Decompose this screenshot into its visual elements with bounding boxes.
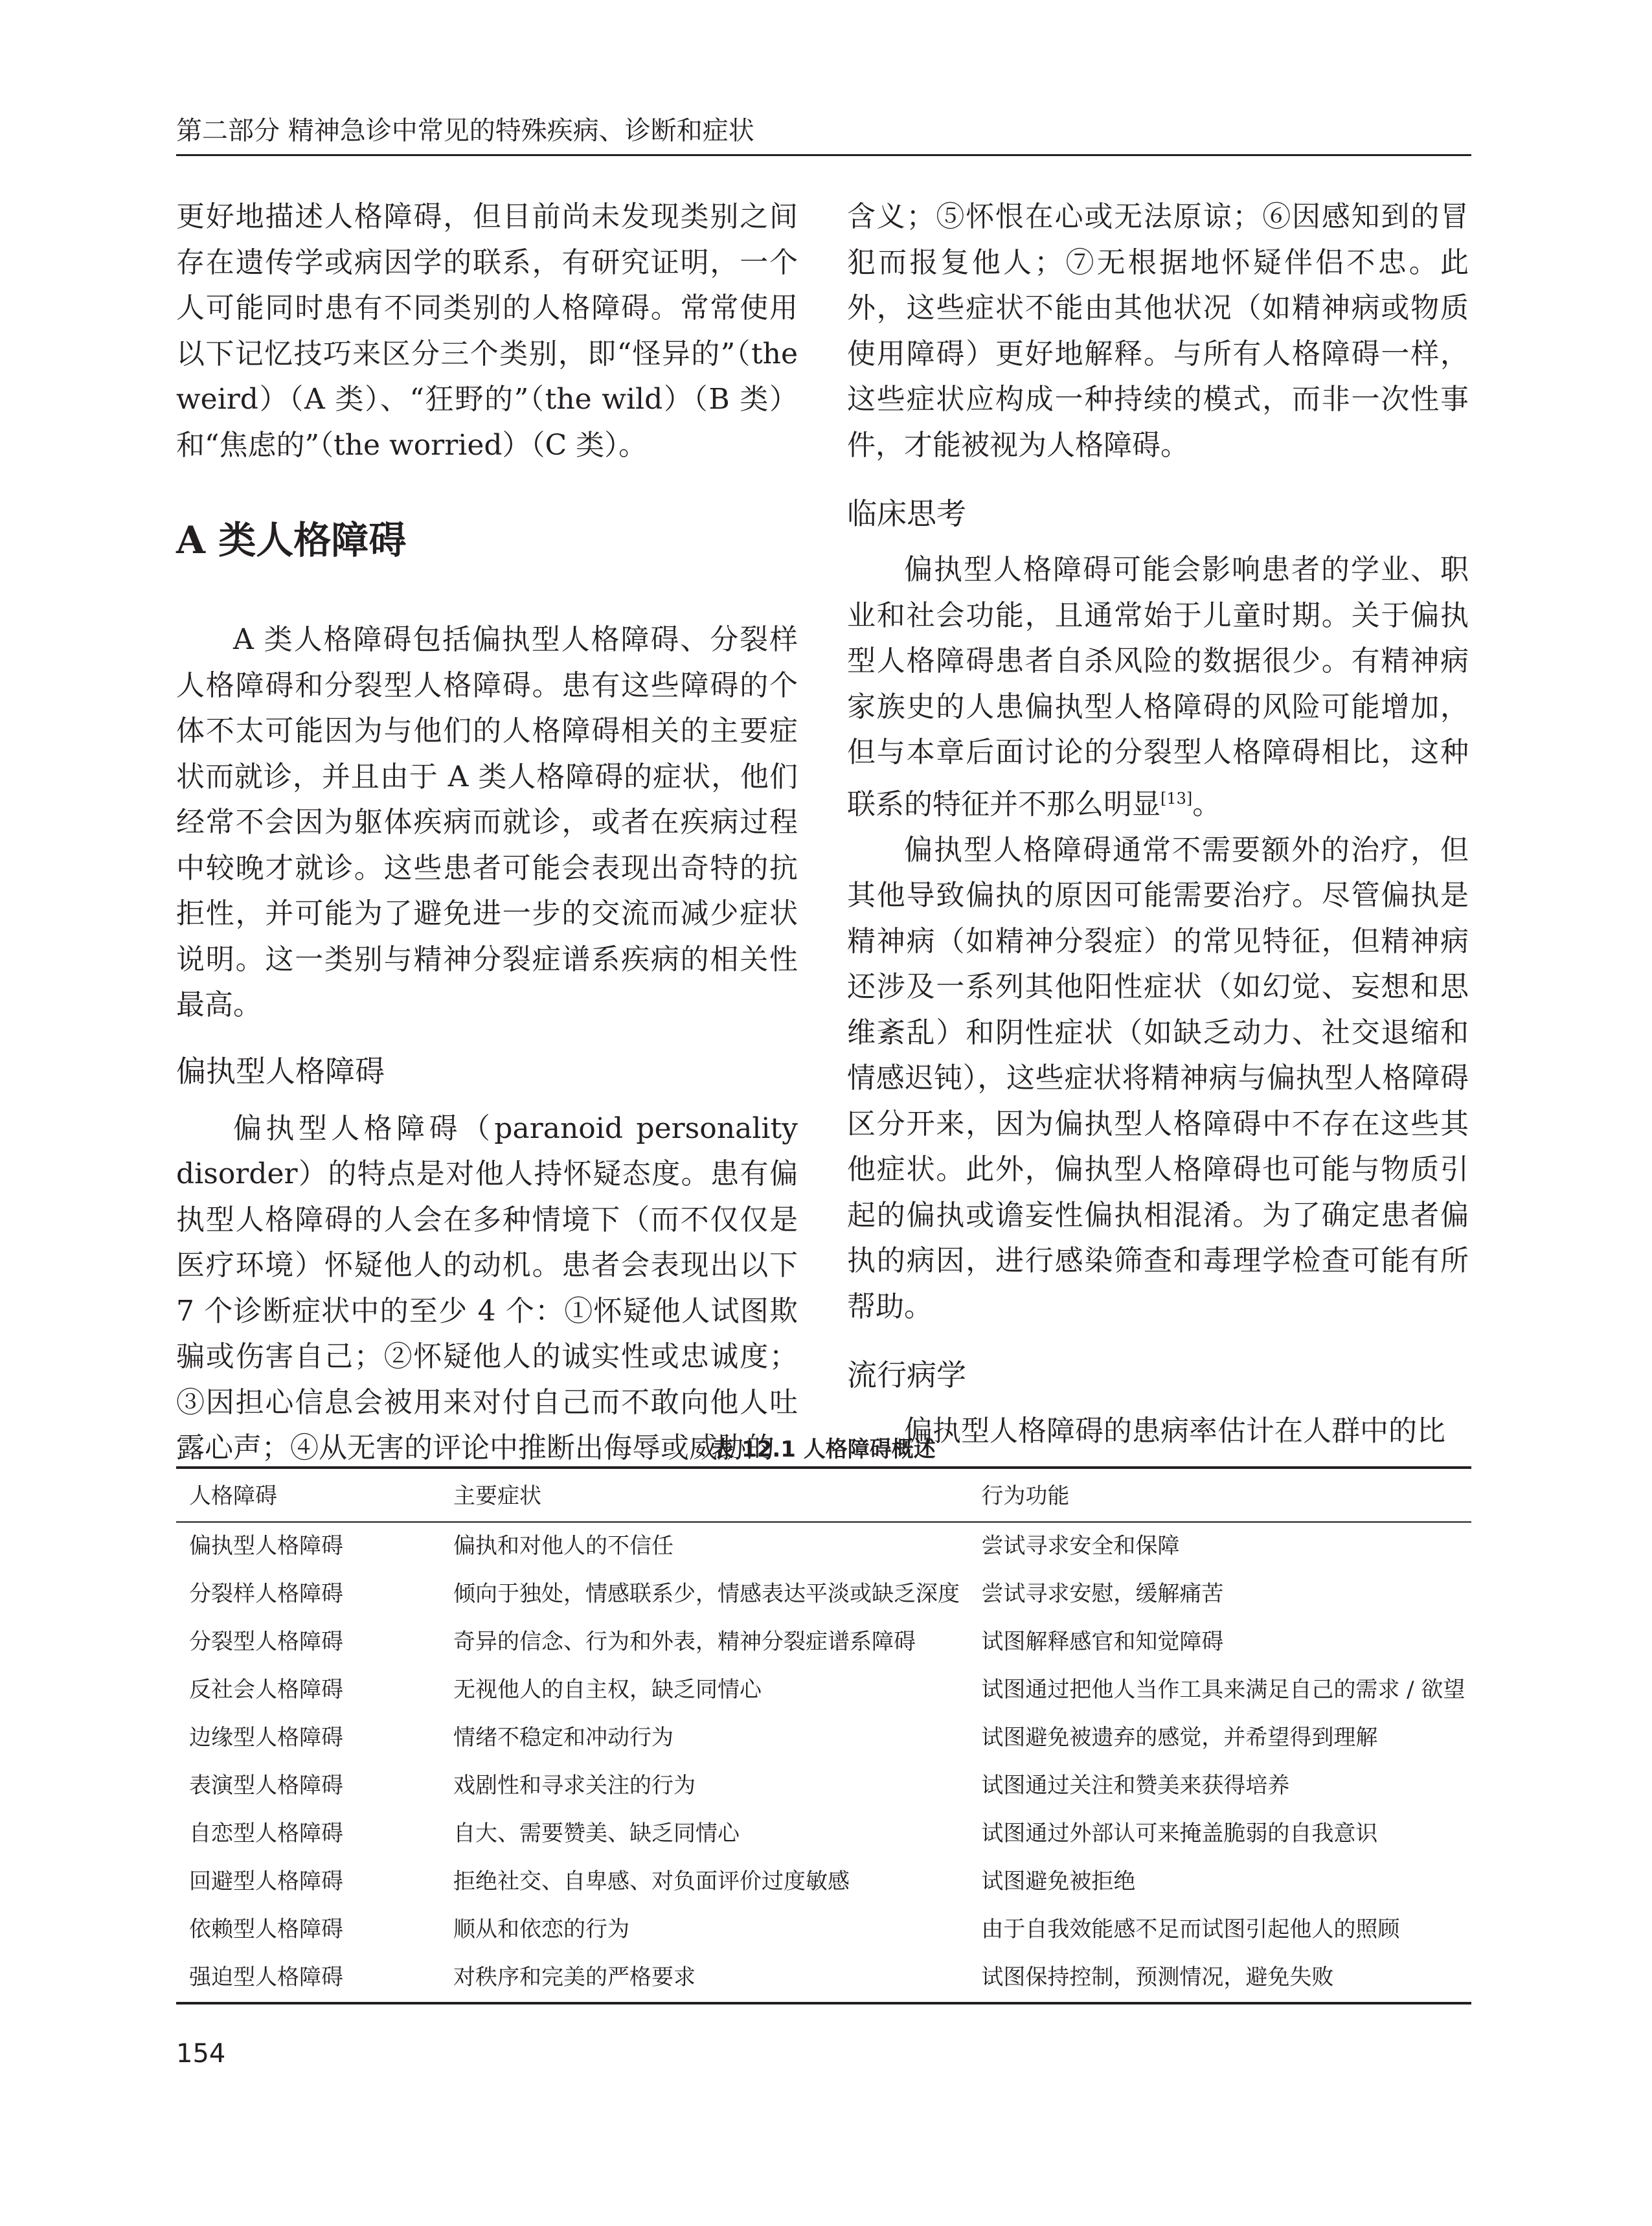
clinical-paragraph-1 [847,547,1469,828]
personality-disorder-table [176,1466,1471,2005]
table-cell-disorder: 表演型人格障碍 [189,1773,343,1799]
subheading-clinical: 临床思考 [847,496,966,531]
table-row [176,1618,1471,1666]
table-cell-symptoms: 倾向于独处，情感联系少，情感表达平淡或缺乏深度 [453,1581,960,1607]
table-row [176,1954,1471,2003]
cluster-a-paragraph: A 类人格障碍包括偏执型人格障碍、分裂样人格障碍和分裂型人格障碍。患有这些障碍的个体不太可能因为与他们的人格障碍相关的主要症状而就诊，并且由于 A 类人格障碍的症状，他们经常不会因为躯体疾病而就诊，或者在疾病过程中较晚才就诊。这些患者可能会表现出奇特的抗拒性，并可能为了避免进一步的交流而减少症状说明。这一类别与精神分裂症谱系疾病的相关性最高。 [176,623,798,1021]
table-cell-disorder: 分裂型人格障碍 [189,1629,343,1655]
table-cell-disorder: 偏执型人格障碍 [189,1533,343,1559]
clinical-paragraph-2: 偏执型人格障碍通常不需要额外的治疗，但其他导致偏执的原因可能需要治疗。尽管偏执是精神病（如精神分裂症）的常见特征，但精神病还涉及一系列其他阳性症状（如幻觉、妄想和思维紊乱）和阴性症状（如缺乏动力、社交退缩和情感迟钝），这些症状将精神病与偏执型人格障碍区分开来，因为偏执型人格障碍中不存在这些其他症状。此外，偏执型人格障碍也可能与物质引起的偏执或谵妄性偏执相混淆。为了确定患者偏执的病因，进行感染筛查和毒理学检查可能有所帮助。 [847,833,1469,1323]
paranoid-paragraph: 偏执型人格障碍（paranoid personality disorder）的特点是对他人持怀疑态度。患有偏执型人格障碍的人会在多种情境下（而不仅仅是医疗环境）怀疑他人的动机。患者会表现出以下 7 个诊断症状中的至少 4 个：①怀疑他人试图欺骗或伤害自己；②怀疑他人的诚实性或忠诚度；③因担心信息会被用来对付自己而不敢向他人吐露心声；④从无害的评论中推断出侮辱或威胁的 [176,1111,798,1464]
table-row [176,1858,1471,1906]
table-cell-function: 尝试寻求安全和保障 [981,1533,1180,1559]
intro-paragraph: 更好地描述人格障碍，但目前尚未发现类别之间存在遗传学或病因学的联系，有研究证明，一个人可能同时患有不同类别的人格障碍。常常使用以下记忆技巧来区分三个类别，即“怪异的”（the weird）（A 类）、“狂野的”（the wild）（B 类）和“焦虑的”（the worried）（C 类）。 [176,200,798,462]
left-column [176,194,798,1471]
column-header-disorder: 人格障碍 [176,1468,440,1522]
table-cell-disorder: 分裂样人格障碍 [189,1581,343,1607]
table-cell-disorder: 强迫型人格障碍 [176,1954,440,2003]
table-cell-symptoms: 顺从和依恋的行为 [453,1916,629,1942]
epidemiology-paragraph: 偏执型人格障碍的患病率估计在人群中的比 [904,1414,1445,1448]
table-header-row [176,1468,1471,1522]
table-cell-symptoms: 对秩序和完美的严格要求 [440,1954,968,2003]
running-header: 第二部分 精神急诊中常见的特殊疾病、诊断和症状 [176,116,754,146]
citation-13: [13] [1160,789,1193,808]
table-row [176,1810,1471,1858]
table-cell-function: 试图保持控制，预测情况，避免失败 [968,1954,1471,2003]
table-cell-symptoms: 无视他人的自主权，缺乏同情心 [453,1677,762,1703]
table-cell-disorder: 反社会人格障碍 [189,1677,343,1703]
continuation-paragraph: 含义；⑤怀恨在心或无法原谅；⑥因感知到的冒犯而报复他人；⑦无根据地怀疑伴侣不忠。此外，这些症状不能由其他状况（如精神病或物质使用障碍）更好地解释。与所有人格障碍一样，这些症状应构成一种持续的模式，而非一次性事件，才能被视为人格障碍。 [847,200,1469,462]
subheading-paranoid: 偏执型人格障碍 [176,1053,385,1089]
table-cell-symptoms: 自大、需要赞美、缺乏同情心 [453,1821,740,1846]
right-column [847,194,1469,1455]
column-header-symptoms: 主要症状 [440,1468,968,1522]
table-cell-disorder: 自恋型人格障碍 [189,1821,343,1846]
table-cell-disorder: 依赖型人格障碍 [189,1916,343,1942]
table-cell-symptoms: 拒绝社交、自卑感、对负面评价过度敏感 [453,1868,850,1894]
table-caption: 表 12.1 人格障碍概述 [712,1437,936,1462]
table-cell-symptoms: 偏执和对他人的不信任 [453,1533,673,1559]
header-rule [176,154,1471,156]
table-row [176,1522,1471,1571]
page-number: 154 [176,2039,226,2069]
table-cell-function: 试图避免被遗弃的感觉，并希望得到理解 [981,1725,1378,1751]
table-cell-function: 试图避免被拒绝 [981,1868,1136,1894]
table-row [176,1762,1471,1810]
clinical-text: 偏执型人格障碍可能会影响患者的学业、职业和社会功能，且通常始于儿童时期。关于偏执型人格障碍患者自杀风险的数据很少。有精神病家族史的人患偏执型人格障碍的风险可能增加，但与本章后面讨论的分裂型人格障碍相比，这种联系的特征并不那么明显 [847,553,1469,821]
column-header-function: 行为功能 [968,1468,1471,1522]
clinical-text-end: 。 [1192,788,1221,821]
table-cell-symptoms: 戏剧性和寻求关注的行为 [453,1773,696,1799]
table-cell-symptoms: 奇异的信念、行为和外表，精神分裂症谱系障碍 [453,1629,916,1655]
table-row [176,1906,1471,1954]
table-cell-function: 试图解释感官和知觉障碍 [981,1629,1224,1655]
subheading-epidemiology: 流行病学 [847,1357,966,1393]
table-row [176,1714,1471,1762]
table-cell-function: 试图通过外部认可来掩盖脆弱的自我意识 [981,1821,1378,1846]
table-cell-function: 尝试寻求安慰，缓解痛苦 [981,1581,1224,1607]
table-cell-disorder: 回避型人格障碍 [189,1868,343,1894]
table-row [176,1571,1471,1618]
table-cell-function: 试图通过把他人当作工具来满足自己的需求 / 欲望 [981,1677,1465,1703]
table-row [176,1666,1471,1714]
table-cell-symptoms: 情绪不稳定和冲动行为 [453,1725,673,1751]
table-cell-function: 由于自我效能感不足而试图引起他人的照顾 [981,1916,1400,1942]
table-cell-disorder: 边缘型人格障碍 [189,1725,343,1751]
table-cell-function: 试图通过关注和赞美来获得培养 [981,1773,1290,1799]
section-heading-cluster-a: A 类人格障碍 [176,518,407,562]
